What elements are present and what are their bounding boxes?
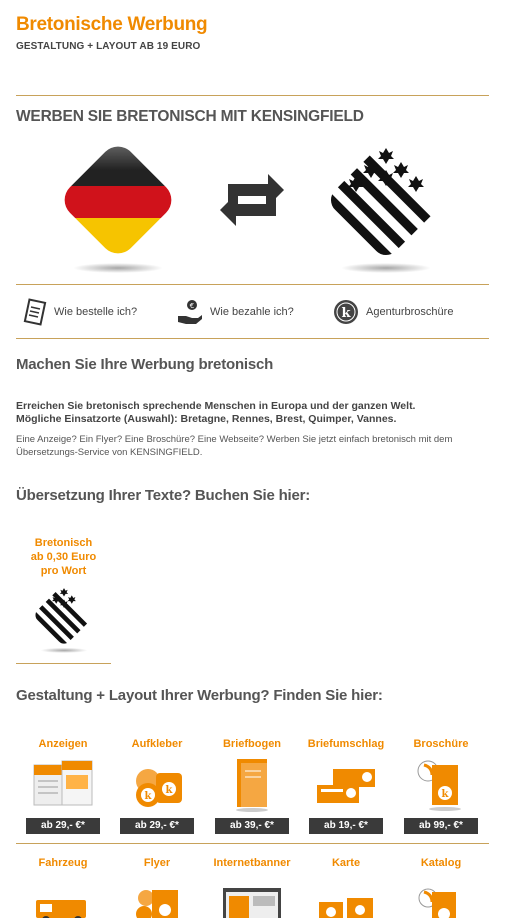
product-name: Flyer (143, 857, 171, 869)
product-name: Katalog (420, 857, 462, 869)
page-title: Bretonische Werbung (16, 14, 208, 35)
page-subtitle: GESTALTUNG + LAYOUT AB 19 EURO (16, 41, 201, 52)
product-katalog[interactable] (394, 855, 488, 918)
product-name: Briefumschlag (307, 738, 385, 750)
content-text-line: Übersetzungs-Service von KENSINGFIELD. (16, 447, 203, 458)
nav-label: Wie bestelle ich? (54, 306, 138, 318)
flyer-icon (110, 871, 204, 918)
flag-banner (16, 140, 489, 275)
product-name: Broschüre (413, 738, 469, 750)
vehicle-icon (16, 871, 110, 918)
letterhead-icon (205, 752, 299, 818)
product-briefumschlag[interactable] (299, 736, 393, 834)
card-line: ab 0,30 Euro (30, 551, 97, 563)
nav-label: Wie bezahle ich? (210, 306, 294, 318)
design-heading: Gestaltung + Layout Ihrer Werbung? Finden Sie hier: (16, 687, 383, 704)
product-name: Anzeigen (38, 738, 88, 750)
web-banner-icon (205, 871, 299, 918)
content-bold-line: Mögliche Einsatzorte (Auswahl): Bretagne, Rennes, Brest, Quimper, Vannes. (16, 413, 397, 425)
catalog-icon (394, 871, 488, 918)
nav-how-to-pay[interactable] (176, 296, 294, 328)
card-line: Bretonisch (34, 537, 93, 549)
divider (16, 284, 489, 285)
product-broschuere[interactable] (394, 736, 488, 834)
payment-hand-icon (176, 298, 204, 326)
kensingfield-logo-icon (332, 298, 360, 326)
nav-label: Agenturbroschüre (366, 306, 454, 318)
translation-heading: Übersetzung Ihrer Texte? Buchen Sie hier: (16, 487, 311, 504)
nav-agency-brochure[interactable] (332, 296, 453, 328)
divider (16, 95, 489, 96)
price-badge: ab 29,- €* (26, 818, 100, 834)
product-name: Briefbogen (222, 738, 282, 750)
product-briefbogen[interactable] (205, 736, 299, 834)
envelope-icon (299, 752, 393, 818)
product-internetbanner[interactable] (205, 855, 299, 918)
intro-heading: WERBEN SIE BRETONISCH MIT KENSINGFIELD (16, 108, 364, 125)
brochure-icon (394, 752, 488, 818)
product-fahrzeug[interactable] (16, 855, 110, 918)
svg-text:k: k (441, 789, 449, 800)
breton-flag-icon (29, 584, 99, 654)
divider (16, 338, 489, 339)
svg-text:k: k (144, 791, 152, 802)
content-bold-line: Erreichen Sie bretonisch sprechende Menschen in Europa und der ganzen Welt. (16, 400, 416, 412)
card-line: pro Wort (40, 565, 87, 577)
price-badge: ab 29,- €* (120, 818, 194, 834)
nav-how-to-order[interactable] (22, 296, 137, 328)
swap-arrows-icon (214, 162, 290, 238)
price-badge: ab 39,- €* (215, 818, 289, 834)
content-heading: Machen Sie Ihre Werbung bretonisch (16, 356, 274, 373)
divider (16, 663, 111, 664)
content-text-line: Eine Anzeige? Ein Flyer? Eine Broschüre? Eine Webseite? Werben Sie jetzt einfach bretonisch mit dem (16, 434, 453, 445)
svg-text:€: € (189, 302, 195, 310)
divider (16, 843, 489, 844)
product-name: Internetbanner (213, 857, 291, 869)
breton-flag-icon (326, 140, 446, 275)
svg-text:k: k (341, 306, 351, 321)
product-name: Karte (331, 857, 361, 869)
price-badge: ab 99,- €* (404, 818, 478, 834)
newspaper-icon (16, 752, 110, 818)
order-form-icon (22, 298, 48, 326)
german-flag-icon (58, 140, 178, 275)
product-name: Aufkleber (131, 738, 183, 750)
svg-text:k: k (165, 785, 173, 796)
card-icon (299, 871, 393, 918)
product-anzeigen[interactable] (16, 736, 110, 834)
product-name: Fahrzeug (38, 857, 88, 869)
product-aufkleber[interactable] (110, 736, 204, 834)
price-badge: ab 19,- €* (309, 818, 383, 834)
product-karte[interactable] (299, 855, 393, 918)
sticker-icon (110, 752, 204, 818)
translation-card-breton[interactable] (16, 536, 111, 659)
info-nav (16, 296, 489, 328)
product-flyer[interactable] (110, 855, 204, 918)
